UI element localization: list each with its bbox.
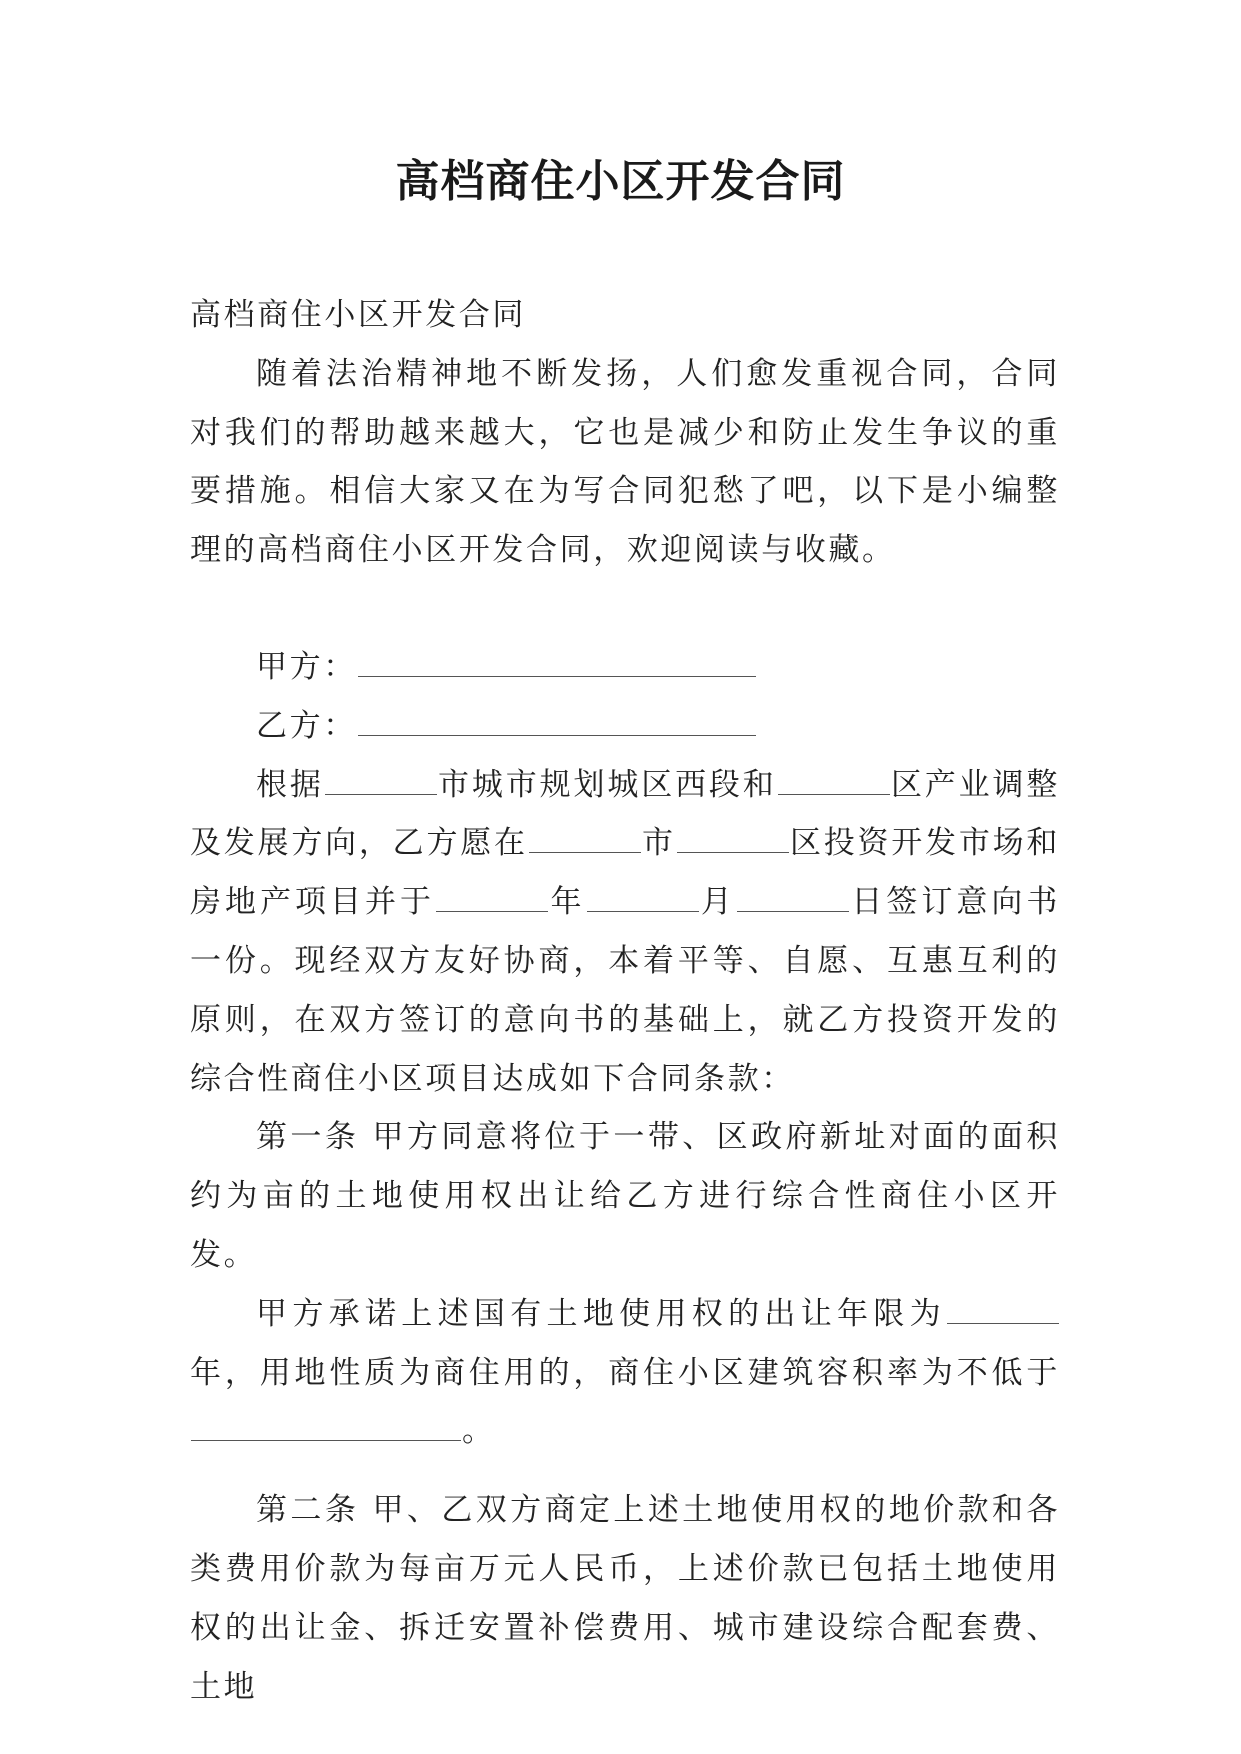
promise-paragraph xyxy=(190,1285,1060,1461)
party-b-label: 乙方： xyxy=(256,707,357,744)
party-a-label: 甲方： xyxy=(256,648,357,685)
basis-text-1: 根据 xyxy=(256,766,324,803)
basis-text-6: 年 xyxy=(549,884,586,921)
basis-text-2: 市城市规划城区西段和 xyxy=(437,766,777,803)
document-subtitle: 高档商住小区开发合同 xyxy=(190,297,526,333)
basis-text-7: 月 xyxy=(699,884,736,921)
invest-district-blank xyxy=(677,828,789,853)
year-blank xyxy=(436,887,548,912)
basis-text-5: 区投资开发市场和房地产项目并于 xyxy=(190,825,1060,921)
party-a-line xyxy=(190,638,1060,697)
day-blank xyxy=(737,887,849,912)
basis-paragraph xyxy=(190,756,1060,1109)
party-b-line xyxy=(190,697,1060,756)
term-years-blank xyxy=(947,1299,1059,1324)
party-a-blank xyxy=(358,652,756,677)
document-title: 高档商住小区开发合同 xyxy=(395,156,846,207)
basis-text-8: 日签订意向书一份。现经双方友好协商，本着平等、自愿、互惠互利的原则，在双方签订的意向书的基础上，就乙方投资开发的综合性商住小区项目达成如下合同条款： xyxy=(190,884,1060,1097)
document-body xyxy=(190,286,1060,1716)
plot-ratio-blank xyxy=(191,1416,461,1441)
article-2: 第二条 甲、乙双方商定上述土地使用权的地价款和各类费用价款为每亩万元人民币，上述价款已包括土地使用权的出让金、拆迁安置补偿费用、城市建设综合配套费、土地 xyxy=(190,1492,1060,1705)
article-1: 第一条 甲方同意将位于一带、区政府新址对面的面积约为亩的土地使用权出让给乙方进行综合性商住小区开发。 xyxy=(190,1119,1060,1273)
promise-text-3: 。 xyxy=(462,1413,496,1450)
city-blank xyxy=(325,770,437,795)
intro-paragraph: 随着法治精神地不断发扬，人们愈发重视合同，合同对我们的帮助越来越大，它也是减少和防止发生争议的重要措施。相信大家又在为写合同犯愁了吧，以下是小编整理的高档商住小区开发合同，欢迎阅读与收藏。 xyxy=(190,355,1060,569)
month-blank xyxy=(587,887,699,912)
district-blank xyxy=(778,770,890,795)
basis-text-4: 市 xyxy=(641,825,676,862)
promise-text-1: 甲方承诺上述国有土地使用权的出让年限为 xyxy=(256,1295,946,1332)
invest-city-blank xyxy=(529,828,641,853)
paragraph-spacer xyxy=(190,580,1060,638)
promise-text-2: 年，用地性质为商住用的，商住小区建筑容积率为不低于 xyxy=(190,1354,1060,1391)
basis-text-3: 区产业调整及发展方向，乙方愿在 xyxy=(190,766,1061,862)
party-b-blank xyxy=(358,711,756,736)
paragraph-spacer xyxy=(190,1461,1060,1481)
